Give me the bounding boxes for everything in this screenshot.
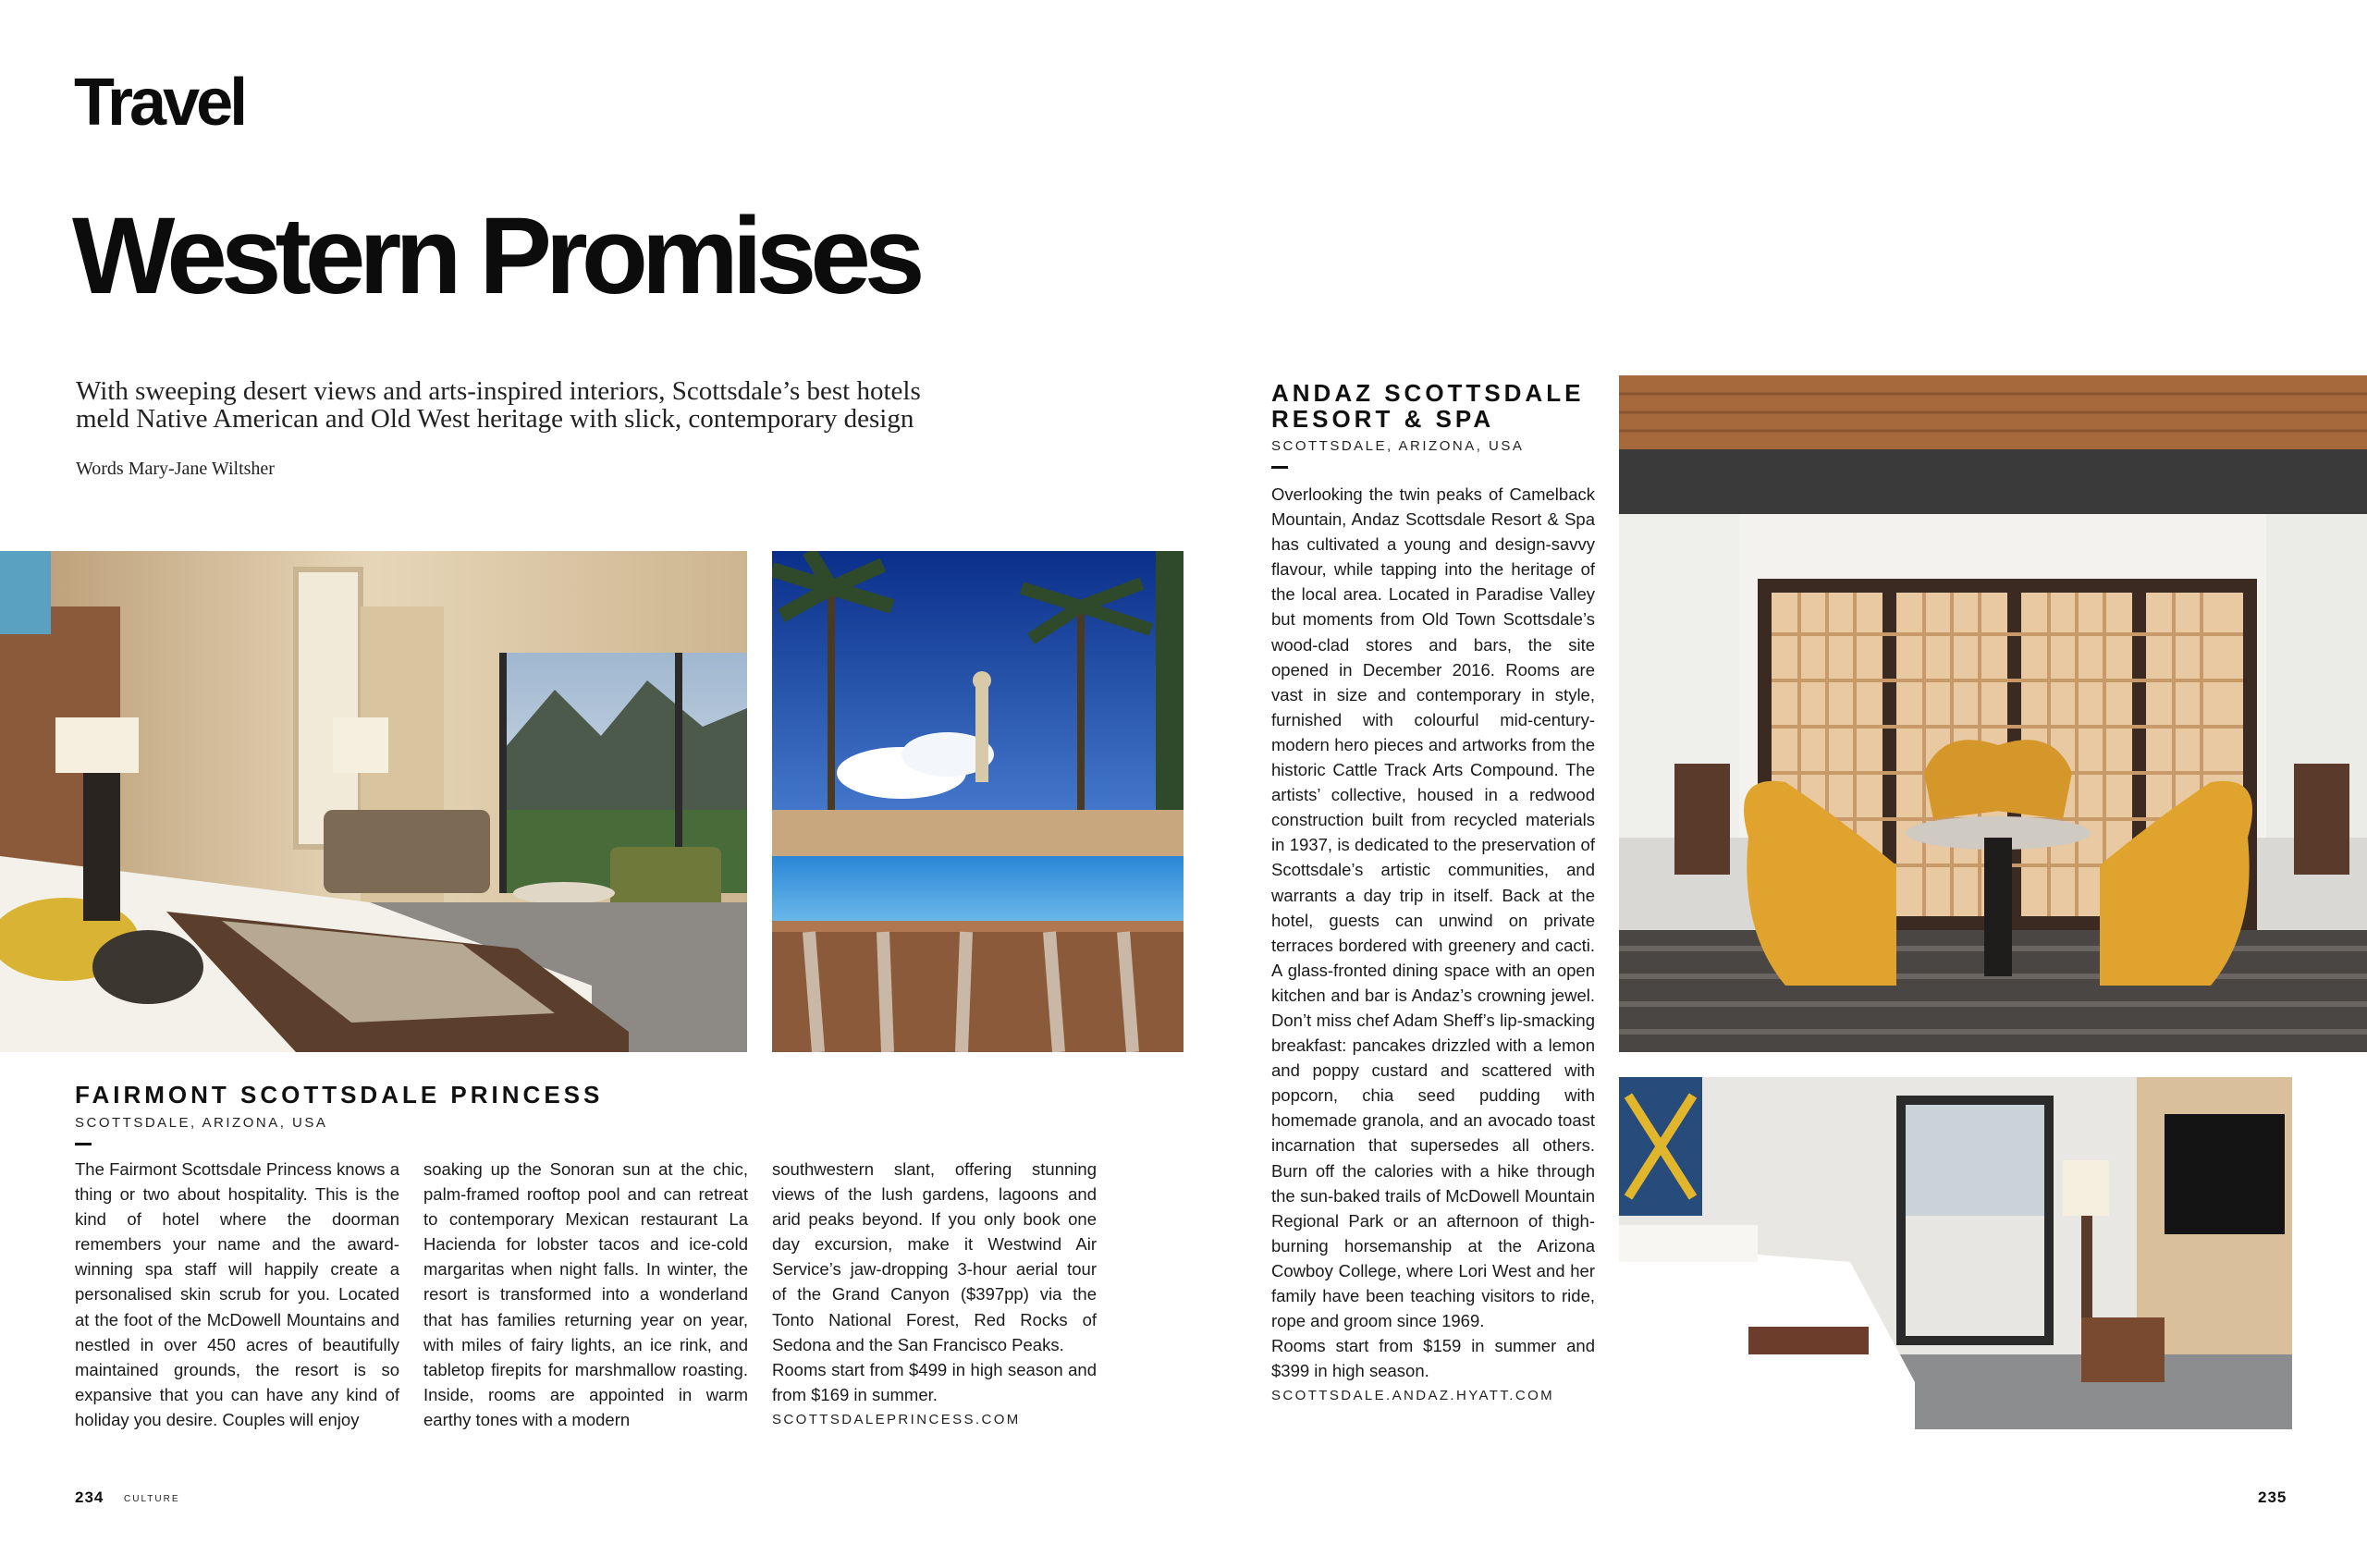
hotel-name-fairmont: FAIRMONT SCOTTSDALE PRINCESS	[75, 1081, 604, 1109]
hotel-name-andaz	[1271, 380, 1584, 432]
hotel-location-fairmont: SCOTTSDALE, ARIZONA, USA	[75, 1115, 328, 1131]
hotel-location-andaz: SCOTTSDALE, ARIZONA, USA	[1271, 438, 1525, 454]
page-number-right: 235	[2258, 1488, 2287, 1506]
article-andaz-text: Overlooking the twin peaks of Camelback Mountain, Andaz Scottsdale Resort & Spa has cultivated a young and design-savvy flavour, while tapping into the heritage of the local area. Located in Paradise Valley but moments from Old Town Scottsdale’s wood-clad stores and bars, the site opened in December 2016. Rooms are vast in size and contemporary in style, furnished with colourful mid-century-modern hero pieces and artworks from the historic Cattle Track Arts Compound. The artists’ collective, housed in a redwood construction built from recycled materials in 1937, is dedicated to the preservation of Scottsdale’s artistic communities, and warrants a day trip in itself. Back at the hotel, guests can unwind on private terraces bordered with greenery and cacti. A glass-fronted dining space with an open kitchen and bar is Andaz’s crowning jewel. Don’t miss chef Adam Sheff’s lip-smacking breakfast: pancakes drizzled with a lemon and poppy custard and scattered with popcorn, chia seed pudding with homemade granola, and an avocado toast incarnation that supersedes all others. Burn off the calories with a hike through the sun-baked trails of McDowell Mountain Regional Park or an afternoon of thigh-burning horsemanship at the Arizona Cowboy College, where Lori West and her family have been teaching visitors to ride, rope and groom since 1969.	[1271, 484, 1595, 1331]
article-column-1: The Fairmont Scottsdale Princess knows a thing or two about hospitality. This is the kind of hotel where the doorman remembers your name and the award-winning spa staff will happily create a personalised skin scrub for you. Located at the foot of the McDowell Mountains and nestled in over 450 acres of beautifully maintained grounds, the resort is so expansive that you can have any kind of holiday you desire. Couples will enjoy	[75, 1159, 399, 1429]
article-column-3	[772, 1157, 1097, 1432]
divider-dash	[75, 1143, 92, 1145]
photo-fairmont-pool	[772, 551, 1184, 1052]
article-andaz	[1271, 482, 1595, 1408]
photo-andaz-room	[1619, 1077, 2292, 1429]
url-fairmont[interactable]: SCOTTSDALEPRINCESS.COM	[772, 1411, 1021, 1427]
photo-fairmont-bedroom	[0, 551, 747, 1052]
rates-andaz: Rooms start from $159 in summer and $399 in high season.	[1271, 1336, 1595, 1381]
section-label: Travel	[74, 66, 245, 140]
hotel-name-andaz-line1: ANDAZ SCOTTSDALE	[1271, 379, 1585, 407]
url-andaz[interactable]: SCOTTSDALE.ANDAZ.HYATT.COM	[1271, 1388, 1555, 1404]
page-section-left: CULTURE	[124, 1494, 180, 1504]
headline: Western Promises	[72, 195, 919, 317]
byline: Words Mary-Jane Wiltsher	[76, 459, 275, 479]
divider-dash	[1271, 466, 1288, 469]
rates-fairmont: Rooms start from $499 in high season and from $169 in summer.	[772, 1359, 1097, 1404]
hotel-name-andaz-line2: RESORT & SPA	[1271, 405, 1495, 433]
photo-andaz-dining	[1619, 375, 2367, 1052]
page-number-left: 234	[75, 1488, 104, 1506]
standfirst: With sweeping desert views and arts-inspired interiors, Scottsdale’s best hotels meld Native American and Old West heritage with slick, contemporary design	[76, 376, 921, 434]
article-column-3-text: southwestern slant, offering stunning views of the lush gardens, lagoons and arid peaks beyond. If you only book one day excursion, make it Westwind Air Service’s jaw-dropping 3-hour aerial tour of the Grand Canyon ($397pp) via the Tonto National Forest, Red Rocks of Sedona and the San Francisco Peaks.	[772, 1159, 1097, 1354]
article-column-2: soaking up the Sonoran sun at the chic, palm-framed rooftop pool and can retreat to contemporary Mexican restaurant La Hacienda for lobster tacos and ice-cold margaritas when night falls. In winter, the resort is transformed into a wonderland that has families returning year on year, with miles of fairy lights, an ice rink, and tabletop firepits for marshmallow roasting. Inside, rooms are appointed in warm earthy tones with a modern	[423, 1159, 748, 1429]
